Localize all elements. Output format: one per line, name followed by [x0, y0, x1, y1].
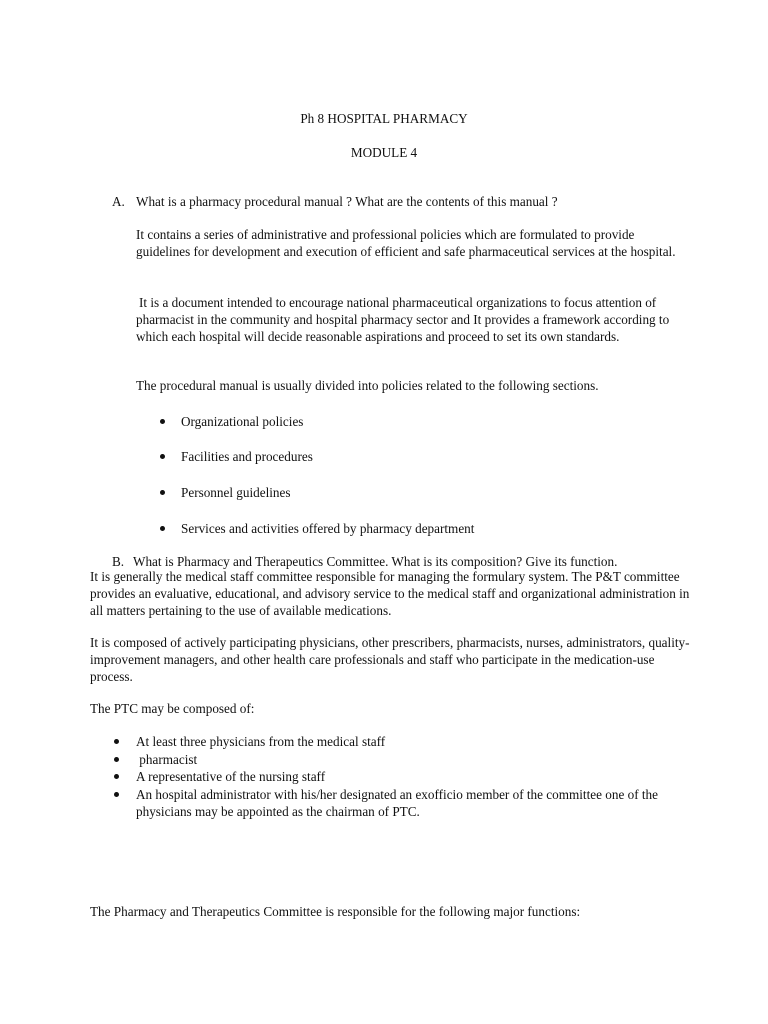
module-heading: MODULE 4	[350, 145, 418, 160]
bullet-icon	[160, 419, 165, 424]
bullet-icon	[160, 526, 165, 531]
bullet-icon	[114, 792, 119, 797]
section-b-paragraph-3: The PTC may be composed of:	[90, 701, 255, 716]
document-title: Ph 8 HOSPITAL PHARMACY	[300, 111, 468, 126]
section-a-paragraph-2: It is a document intended to encourage national pharmaceutical organizations to focus attention of pharmacist in the community and hospital pharmacy sector and It provides a framework according to which each hospital will decide reasonable aspirations and proceed to set its own standards.	[136, 295, 670, 344]
section-b-paragraph-1: It is generally the medical staff committee responsible for managing the formulary system. The P&T committee provides an evaluative, educational, and advisory service to the medical staff and organizational administration in all matters pertaining to the use of available medications.	[90, 569, 690, 618]
section-b-paragraph-2: It is composed of actively participating physicians, other prescribers, pharmacists, nurses, administrators, quality- improvement managers, and other health care professionals and staff who participate in the medication-use process.	[90, 635, 690, 684]
section-b-question: What is Pharmacy and Therapeutics Committee. What is its composition? Give its function.	[133, 554, 618, 569]
bullet-icon	[114, 774, 119, 779]
section-a-question: What is a pharmacy procedural manual ? What are the contents of this manual ?	[136, 194, 558, 209]
section-a-paragraph-1: It contains a series of administrative and professional policies which are formulated to provide guidelines for development and execution of efficient and safe pharmaceutical services at the hospital.	[136, 227, 676, 259]
section-b-marker: B.	[112, 554, 125, 569]
section-a-marker: A.	[112, 194, 125, 209]
bullet-icon	[160, 490, 165, 495]
section-b-closing: The Pharmacy and Therapeutics Committee is responsible for the following major functions:	[90, 904, 581, 919]
bullet-icon	[114, 739, 119, 744]
section-a-paragraph-3: The procedural manual is usually divided into policies related to the following sections.	[136, 378, 599, 393]
bullet-icon	[114, 757, 119, 762]
bullet-icon	[160, 454, 165, 459]
